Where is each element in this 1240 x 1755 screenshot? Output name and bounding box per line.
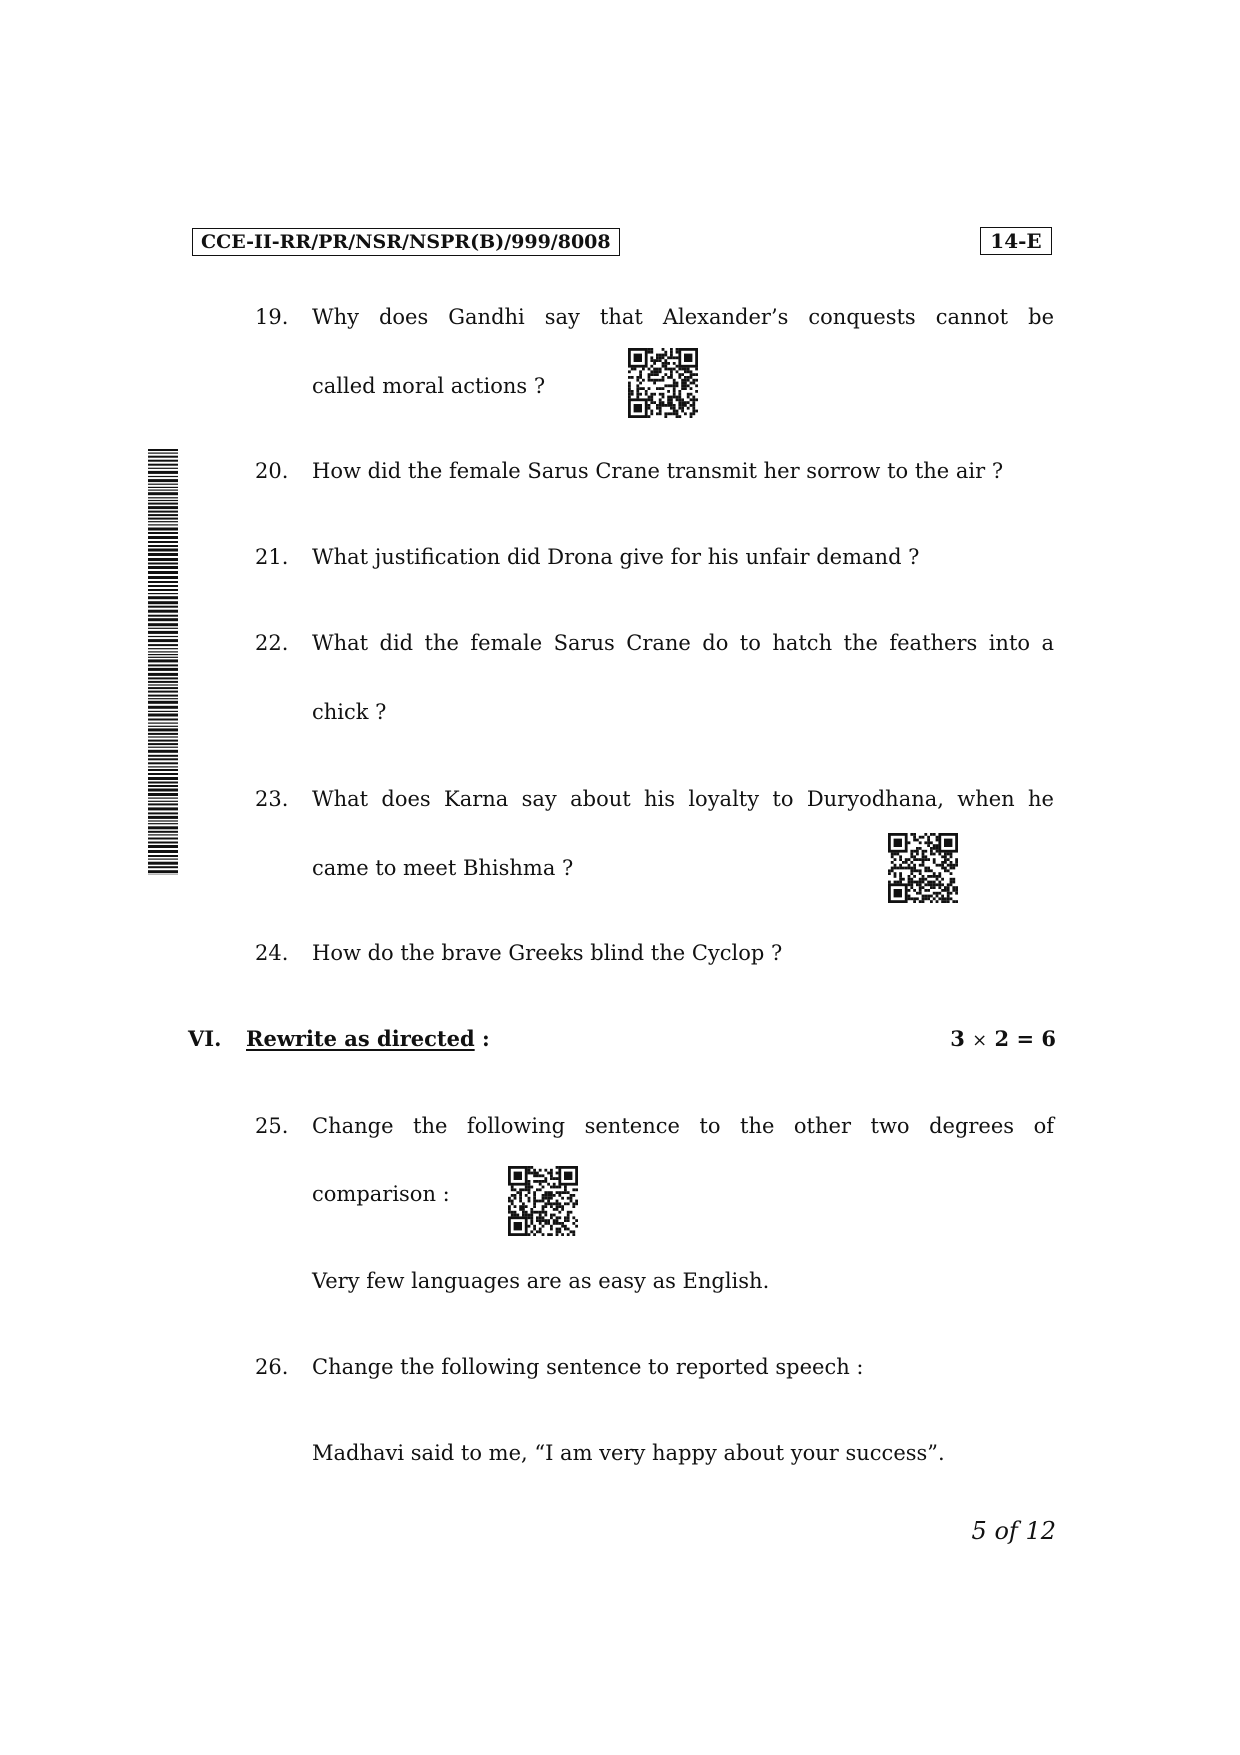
- question-25-sentence: Very few languages are as easy as English.: [312, 1269, 770, 1293]
- question-text: What did the female Sarus Crane do to hatch the feathers into a: [312, 631, 1054, 655]
- question-text: How do the brave Greeks blind the Cyclop ?: [312, 941, 783, 965]
- question-text: What justification did Drona give for his unfair demand ?: [312, 545, 920, 569]
- section-title-colon: :: [474, 1026, 490, 1051]
- question-number: 20.: [255, 459, 289, 483]
- question-22-continuation: chick ?: [312, 700, 387, 724]
- qr-code-icon: [888, 833, 958, 903]
- question-text: Change the following sentence to the other two degrees of: [312, 1114, 1054, 1138]
- question-23-continuation: came to meet Bhishma ?: [312, 856, 574, 880]
- section-number: VI.: [188, 1026, 222, 1051]
- marks-questions: 3: [950, 1026, 965, 1051]
- question-text: Why does Gandhi say that Alexander’s conquests cannot be: [312, 305, 1054, 329]
- section-marks: [950, 1026, 1056, 1054]
- page-number: [972, 1516, 1056, 1546]
- question-number: 25.: [255, 1114, 289, 1138]
- paper-version: 14-E: [980, 227, 1052, 255]
- question-number: 19.: [255, 305, 289, 329]
- question-number: 23.: [255, 787, 289, 811]
- question-number: 22.: [255, 631, 289, 655]
- question-number: 24.: [255, 941, 289, 965]
- marks-total: 2 = 6: [994, 1026, 1056, 1051]
- question-text: How did the female Sarus Crane transmit her sorrow to the air ?: [312, 459, 1004, 483]
- page-current: 5: [971, 1517, 987, 1545]
- question-text: What does Karna say about his loyalty to Duryodhana, when he: [312, 787, 1054, 811]
- page-of: of: [994, 1517, 1018, 1545]
- question-number: 21.: [255, 545, 289, 569]
- section-title-text: Rewrite as directed: [246, 1026, 475, 1051]
- qr-code-icon: [628, 348, 698, 418]
- page-total: 12: [1025, 1517, 1056, 1545]
- question-number: 26.: [255, 1355, 289, 1379]
- qr-code-icon: [508, 1166, 578, 1236]
- question-25-continuation: comparison :: [312, 1182, 450, 1206]
- question-19-continuation: called moral actions ?: [312, 374, 546, 398]
- question-text: Change the following sentence to reported speech :: [312, 1355, 864, 1379]
- question-26-sentence: Madhavi said to me, “I am very happy about your success”.: [312, 1441, 945, 1465]
- paper-code: CCE-II-RR/PR/NSR/NSPR(B)/999/8008: [192, 228, 620, 256]
- section-title: [246, 1026, 490, 1052]
- marks-times: ×: [972, 1030, 988, 1051]
- barcode-icon: [148, 449, 178, 875]
